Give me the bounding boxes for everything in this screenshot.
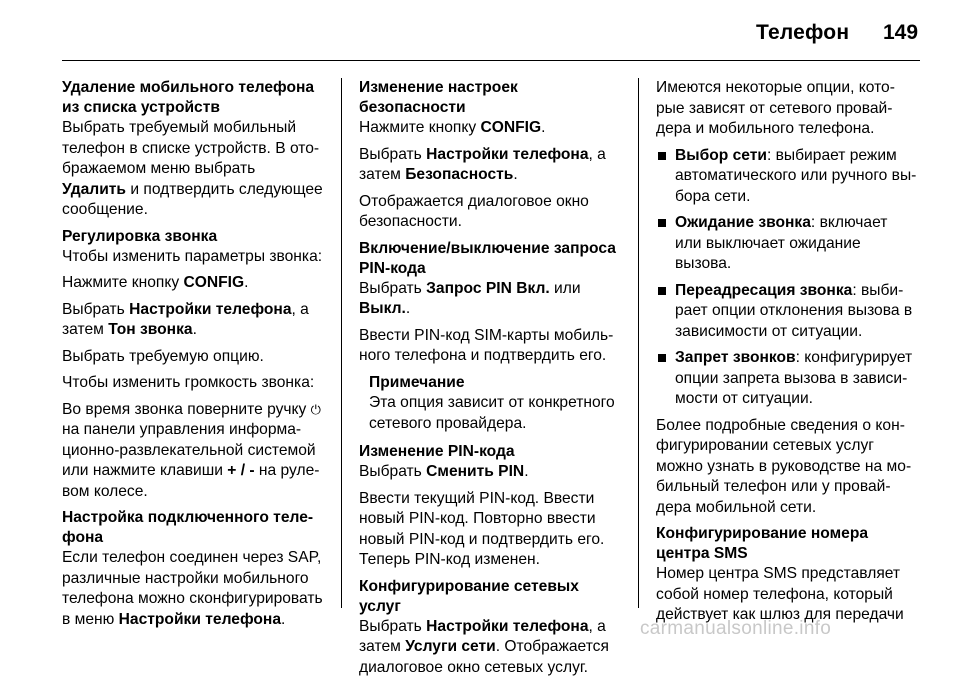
text: : выбирает опции отклонения вызова в зависимости от ситуации. [675, 281, 913, 340]
text: . [405, 300, 411, 317]
list-item [656, 281, 918, 343]
section-change-pin [359, 442, 621, 571]
column-divider-1 [341, 78, 342, 608]
section-heading: Изменение настроек безопасности [359, 79, 518, 116]
section-heading: Конфигурирование номера центра SMS [656, 525, 869, 562]
header-rule [62, 60, 920, 61]
text: : выбирает режим автоматического или ручного выбора сети. [675, 146, 917, 205]
list-item [656, 146, 918, 208]
bold-term: Выбор сети [675, 146, 767, 164]
section-heading: Регулировка звонка [62, 227, 218, 245]
options-list [656, 146, 918, 410]
text: Нажмите кнопку [359, 119, 481, 136]
bold-term: CONFIG [183, 274, 245, 291]
page-title: Телефон [756, 21, 850, 44]
text: Нажмите кнопку [62, 274, 184, 291]
text: на панели управления информационно-развлекательной системой или нажмите клавиши [62, 421, 316, 479]
section-connected-phone [62, 508, 324, 630]
text: , а затем [359, 617, 606, 655]
bold-term: Настройки телефона [426, 617, 589, 635]
paragraph: Имеются некоторые опции, которые зависят от сетевого провайдера и мобильного телефона. [656, 79, 895, 137]
section-network-services [359, 577, 621, 679]
column-1 [62, 78, 324, 636]
paragraph [62, 400, 324, 503]
text: Выбрать [359, 463, 427, 480]
text: Выбрать [62, 300, 130, 318]
section-remove-phone [62, 78, 324, 221]
bold-term: Ожидание звонка [675, 214, 811, 231]
paragraph [62, 118, 324, 221]
paragraph: Чтобы изменить громкость звонка: [62, 374, 315, 391]
bold-term: Безопасность [405, 166, 514, 183]
text: . [524, 463, 529, 480]
text: . [192, 321, 197, 338]
note-box [359, 373, 621, 435]
page-header [0, 0, 960, 60]
bold-term: + / - [227, 462, 255, 479]
bold-term: Настройки телефона [129, 300, 292, 318]
column-divider-2 [638, 78, 639, 608]
power-knob-icon: ⏻ [310, 401, 321, 417]
section-heading: Включение/выключение запроса PIN-кода [359, 239, 616, 277]
text: , а затем [359, 145, 606, 183]
paragraph: Отображается диалоговое окно безопасности. [359, 192, 589, 230]
section-security [359, 78, 621, 233]
paragraph [62, 300, 324, 341]
column-3 [656, 78, 918, 632]
paragraph: Выбрать требуемую опцию. [62, 347, 264, 365]
text: Во время звонка поверните ручку [62, 400, 311, 418]
paragraph [62, 273, 324, 294]
text: на рулевом колесе. [62, 462, 320, 500]
text: . [541, 119, 546, 136]
section-sms-center [656, 524, 918, 626]
text: , а затем [62, 300, 309, 338]
section-heading: Удаление мобильного телефона из списка устройств [62, 79, 315, 116]
bullet-square-icon [658, 219, 666, 227]
text: . [513, 166, 518, 183]
bold-term: Запрет звонков [675, 349, 796, 366]
section-heading: Настройка подключенного телефона [62, 509, 314, 546]
bold-term: Запрос PIN Вкл. [426, 279, 550, 297]
text: Выбрать [359, 617, 427, 635]
note-title: Примечание [369, 373, 465, 391]
paragraph: Номер центра SMS представляет собой номер телефона, который действует как шлюз для передачи [656, 565, 904, 623]
bullet-square-icon [658, 354, 666, 362]
section-heading: Конфигурирование сетевых услуг [359, 577, 579, 615]
bold-term: Настройки телефона [118, 610, 281, 628]
text: . Отображается диалоговое окно сетевых услуг. [359, 638, 609, 676]
section-pin-request [359, 239, 621, 435]
column-2 [359, 78, 621, 684]
paragraph: Чтобы изменить параметры звонка: [62, 247, 323, 265]
text: и подтвердить следующее сообщение. [62, 180, 323, 218]
paragraph [359, 279, 621, 320]
bold-term: CONFIG [480, 119, 542, 136]
note-text: Эта опция зависит от конкретного сетевого провайдера. [369, 394, 615, 432]
watermark: carmanualsonline.info [640, 618, 832, 639]
section-heading: Изменение PIN-кода [359, 443, 515, 460]
bullet-square-icon [658, 287, 666, 295]
paragraph: Более подробные сведения о конфигурировании сетевых услуг можно узнать в руководстве на мобильный телефон или у провайдера мобильной сети. [656, 416, 912, 516]
bold-term: Настройки телефона [426, 145, 589, 163]
list-item [656, 348, 918, 410]
paragraph: Ввести PIN-код SIM-карты мобильного телефона и подтвердить его. [359, 326, 614, 364]
bold-term: Переадресация звонка [675, 281, 853, 299]
paragraph [359, 118, 621, 139]
page-number: 149 [883, 21, 919, 44]
section-ringtone [62, 227, 324, 503]
text: или [549, 279, 581, 297]
bold-term: Выкл. [359, 300, 406, 317]
paragraph [359, 145, 621, 186]
paragraph [359, 617, 621, 679]
text: . [281, 610, 286, 628]
text: Если телефон соединен через SAP, различные настройки мобильного телефона можно сконфигурировать в меню [62, 549, 323, 628]
paragraph: Ввести текущий PIN-код. Ввести новый PIN-код. Повторно ввести новый PIN-код и подтвердить его. Теперь PIN-код изменен. [359, 489, 605, 568]
text: Выбрать [359, 145, 427, 163]
text: Выбрать [359, 279, 427, 297]
paragraph [62, 548, 324, 630]
bold-term: Сменить PIN [426, 463, 525, 480]
bold-term: Удалить [62, 180, 127, 198]
paragraph [359, 462, 621, 483]
bold-term: Тон звонка [108, 321, 193, 338]
bold-term: Услуги сети [405, 638, 496, 655]
text: . [244, 274, 249, 291]
bullet-square-icon [658, 152, 666, 160]
text: Выбрать требуемый мобильный телефон в списке устройств. В отображаемом меню выбрать [62, 119, 320, 177]
list-item [656, 213, 918, 275]
text: : включает или выключает ожидание вызова. [675, 214, 888, 272]
text: : конфигурирует опции запрета вызова в зависимости от ситуации. [675, 349, 913, 407]
